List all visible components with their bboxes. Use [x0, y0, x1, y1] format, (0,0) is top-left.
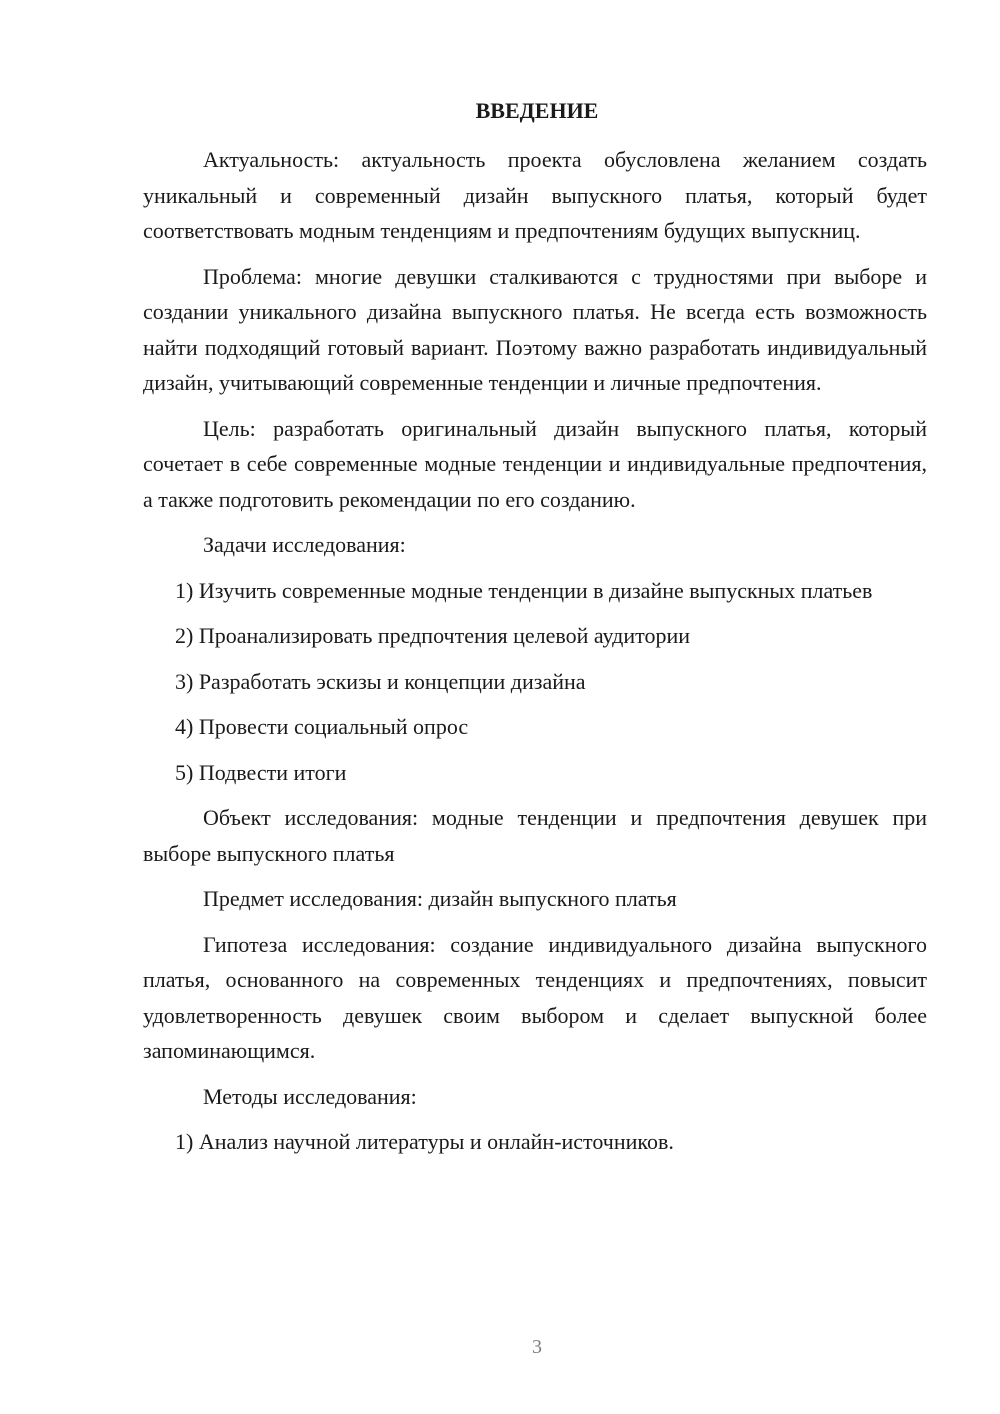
task-item: 4) Провести социальный опрос — [175, 714, 469, 739]
task-item: 1) Изучить современные модные тенденции в дизайне выпускных платьев — [175, 577, 873, 603]
method-item: 1) Анализ научной литературы и онлайн-источников. — [175, 1129, 674, 1154]
relevance-paragraph: Актуальность: актуальность проекта обусловлена желанием создать уникальный и современный дизайн выпускного платья, который будет соответствовать модным тенденциям и предпочтениям будущих выпускниц. — [143, 147, 927, 243]
problem-paragraph: Проблема: многие девушки сталкиваются с трудностями при выборе и создании уникального дизайна выпускного платья. Не всегда есть возможность найти подходящий готовый вариант. Поэтому важно разработать индивидуальный дизайн, учитывающий современные тенденции и личные предпочтения. — [143, 263, 927, 395]
tasks-heading: Задачи исследования: — [203, 532, 406, 557]
task-item: 5) Подвести итоги — [175, 759, 347, 785]
section-heading: ВВЕДЕНИЕ — [475, 98, 599, 123]
hypothesis-paragraph: Гипотеза исследования: создание индивидуального дизайна выпускного платья, основанного на современных тенденциях и предпочтениях, повысит удовлетворенность девушек своим выбором и сделает выпускной более запоминающимся. — [143, 931, 927, 1063]
goal-paragraph: Цель: разработать оригинальный дизайн выпускного платья, который сочетает в себе современные модные тенденции и индивидуальные предпочтения, а также подготовить рекомендации по его созданию. — [143, 415, 927, 512]
document-body — [143, 142, 927, 1170]
task-item: 2) Проанализировать предпочтения целевой аудитории — [175, 623, 691, 648]
methods-heading: Методы исследования: — [203, 1083, 417, 1109]
subject-paragraph: Предмет исследования: дизайн выпускного платья — [203, 886, 677, 911]
page-number: 3 — [532, 1336, 542, 1358]
task-item: 3) Разработать эскизы и концепции дизайна — [175, 668, 586, 694]
object-paragraph: Объект исследования: модные тенденции и предпочтения девушек при выборе выпускного платья — [143, 805, 927, 866]
